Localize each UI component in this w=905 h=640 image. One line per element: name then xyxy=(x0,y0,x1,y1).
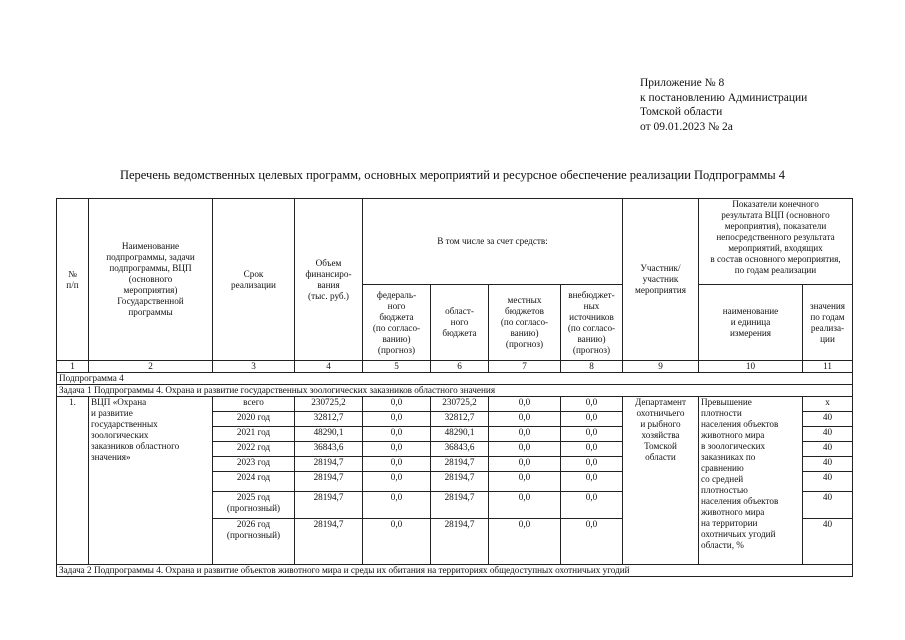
column-numbers-row xyxy=(57,361,853,373)
header-num: № п/п xyxy=(57,199,89,361)
cell-total: 230725,2 xyxy=(295,397,363,412)
program-name: ВЦП «Охрана и развитие государственных зоологических заказников областного значения» xyxy=(89,397,213,565)
cell-total: 28194,7 xyxy=(295,457,363,472)
cell-extra: 0,0 xyxy=(561,427,623,442)
cell-term: 2026 год (прогнозный) xyxy=(213,519,295,565)
cell-extra: 0,0 xyxy=(561,397,623,412)
cell-federal: 0,0 xyxy=(363,442,431,457)
header-volume: Объем финансиро- вания (тыс. руб.) xyxy=(295,199,363,361)
appendix-line: Приложение № 8 xyxy=(640,77,725,89)
cell-term: 2020 год xyxy=(213,412,295,427)
cell-local: 0,0 xyxy=(489,427,561,442)
cell-extra: 0,0 xyxy=(561,457,623,472)
cell-term: всего xyxy=(213,397,295,412)
appendix-block xyxy=(640,76,807,134)
cell-federal: 0,0 xyxy=(363,427,431,442)
program-table xyxy=(56,198,853,577)
cell-extra: 0,0 xyxy=(561,519,623,565)
cell-term: 2021 год xyxy=(213,427,295,442)
cell-regional: 28194,7 xyxy=(431,457,489,472)
cell-regional: 32812,7 xyxy=(431,412,489,427)
column-number: 4 xyxy=(295,361,363,373)
cell-total: 28194,7 xyxy=(295,472,363,492)
cell-extra: 0,0 xyxy=(561,412,623,427)
cell-regional: 28194,7 xyxy=(431,519,489,565)
cell-local: 0,0 xyxy=(489,492,561,519)
task1-label: Задача 1 Подпрограммы 4. Охрана и развитие государственных зоологических заказников областного значения xyxy=(57,385,853,397)
cell-term: 2022 год xyxy=(213,442,295,457)
header-regional: област- ного бюджета xyxy=(431,285,489,361)
header-sources: В том числе за счет средств: xyxy=(363,199,623,285)
cell-regional: 230725,2 xyxy=(431,397,489,412)
appendix-line: Томской области xyxy=(640,106,723,118)
program-indicator: Превышение плотности населения объектов животного мира в зоологических заказниках по сравнению со средней плотностью населения объектов животного мира на территории охотничьих угодий области, % xyxy=(699,397,803,565)
cell-regional: 28194,7 xyxy=(431,492,489,519)
column-number: 11 xyxy=(803,361,853,373)
header-participant: Участник/ участник мероприятия xyxy=(623,199,699,361)
appendix-line: от 09.01.2023 № 2а xyxy=(640,120,733,133)
cell-regional: 48290,1 xyxy=(431,427,489,442)
cell-extra: 0,0 xyxy=(561,442,623,457)
table-row xyxy=(57,397,853,412)
appendix-line: к постановлению Администрации xyxy=(640,91,808,104)
cell-total: 36843,6 xyxy=(295,442,363,457)
task2-label: Задача 2 Подпрограммы 4. Охрана и развитие объектов животного мира и среды их обитания на территориях общедоступных охотничьих угодий xyxy=(57,565,853,577)
column-number: 10 xyxy=(699,361,803,373)
cell-local: 0,0 xyxy=(489,442,561,457)
cell-regional: 28194,7 xyxy=(431,472,489,492)
column-number: 6 xyxy=(431,361,489,373)
cell-federal: 0,0 xyxy=(363,472,431,492)
header-indicators: Показатели конечного результата ВЦП (основного мероприятия), показатели непосредственного результата мероприятий, входящих в состав основного мероприятия, по годам реализации xyxy=(699,199,853,285)
cell-local: 0,0 xyxy=(489,397,561,412)
column-number: 7 xyxy=(489,361,561,373)
cell-federal: 0,0 xyxy=(363,457,431,472)
cell-total: 28194,7 xyxy=(295,519,363,565)
cell-local: 0,0 xyxy=(489,472,561,492)
program-participant: Департамент охотничьего и рыбного хозяйства Томской области xyxy=(623,397,699,565)
header-term: Срок реализации xyxy=(213,199,295,361)
column-number: 9 xyxy=(623,361,699,373)
task1-row xyxy=(57,385,853,397)
subprogram-label: Подпрограмма 4 xyxy=(57,373,853,385)
header-indicator-values: значения по годам реализа- ции xyxy=(803,285,853,361)
header-federal: федераль- ного бюджета (по согласо- ванию) (прогноз) xyxy=(363,285,431,361)
cell-federal: 0,0 xyxy=(363,412,431,427)
cell-federal: 0,0 xyxy=(363,519,431,565)
column-number: 3 xyxy=(213,361,295,373)
header-name: Наименование подпрограммы, задачи подпрограммы, ВЦП (основного мероприятия) Государственной программы xyxy=(89,199,213,361)
header-extra: внебюджет- ных источников (по согласо- ванию) (прогноз) xyxy=(561,285,623,361)
task2-row xyxy=(57,565,853,577)
cell-value: 40 xyxy=(803,519,853,565)
document-title: Перечень ведомственных целевых программ, основных мероприятий и ресурсное обеспечение реализации Подпрограммы 4 xyxy=(119,168,786,182)
cell-federal: 0,0 xyxy=(363,397,431,412)
column-number: 1 xyxy=(57,361,89,373)
cell-total: 28194,7 xyxy=(295,492,363,519)
cell-local: 0,0 xyxy=(489,519,561,565)
cell-value: 40 xyxy=(803,492,853,519)
column-number: 2 xyxy=(89,361,213,373)
cell-value: 40 xyxy=(803,427,853,442)
column-number: 8 xyxy=(561,361,623,373)
cell-total: 32812,7 xyxy=(295,412,363,427)
program-number: 1. xyxy=(57,397,89,565)
cell-extra: 0,0 xyxy=(561,472,623,492)
header-indicator-name: наименование и единица измерения xyxy=(699,285,803,361)
column-number: 5 xyxy=(363,361,431,373)
subprogram-row xyxy=(57,373,853,385)
cell-total: 48290,1 xyxy=(295,427,363,442)
cell-value: х xyxy=(803,397,853,412)
cell-value: 40 xyxy=(803,442,853,457)
cell-regional: 36843,6 xyxy=(431,442,489,457)
cell-local: 0,0 xyxy=(489,457,561,472)
cell-local: 0,0 xyxy=(489,412,561,427)
cell-value: 40 xyxy=(803,412,853,427)
cell-federal: 0,0 xyxy=(363,492,431,519)
cell-value: 40 xyxy=(803,457,853,472)
cell-extra: 0,0 xyxy=(561,492,623,519)
cell-value: 40 xyxy=(803,472,853,492)
header-local: местных бюджетов (по согласо- ванию) (прогноз) xyxy=(489,285,561,361)
cell-term: 2025 год (прогнозный) xyxy=(213,492,295,519)
cell-term: 2023 год xyxy=(213,457,295,472)
cell-term: 2024 год xyxy=(213,472,295,492)
